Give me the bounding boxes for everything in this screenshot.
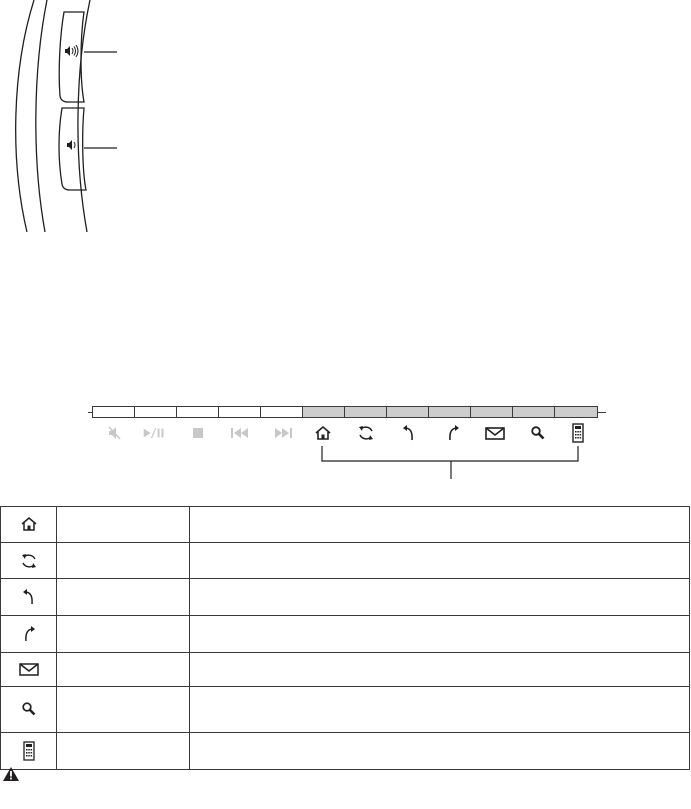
table-icon-cell [1, 733, 57, 770]
function-name-cell [57, 543, 190, 579]
table-row [1, 733, 690, 770]
table-row [1, 543, 690, 579]
function-key-strip [88, 406, 606, 420]
table-row [1, 579, 690, 616]
function-key[interactable] [176, 406, 219, 418]
refresh-icon [353, 422, 379, 444]
function-description-cell [190, 653, 690, 687]
function-key[interactable] [134, 406, 177, 418]
search-icon [525, 422, 551, 444]
stop-icon [185, 422, 211, 444]
forward-icon [440, 422, 466, 444]
mute-icon [102, 422, 128, 444]
table-icon-cell [1, 616, 57, 653]
function-key[interactable] [92, 406, 136, 418]
function-key[interactable] [386, 406, 429, 418]
shortcut-function-table [0, 506, 690, 770]
function-key[interactable] [470, 406, 513, 418]
back-icon [396, 422, 422, 444]
table-row [1, 616, 690, 653]
volume-up-icon [65, 45, 78, 57]
table-icon-cell [1, 579, 57, 616]
function-description-cell [190, 733, 690, 770]
function-description-cell [190, 543, 690, 579]
function-name-cell [57, 653, 190, 687]
previous-track-icon [227, 422, 253, 444]
function-name-cell [57, 687, 190, 733]
forward-icon [21, 624, 37, 644]
earcup-outer-arc [16, 0, 34, 232]
calculator-icon [22, 741, 36, 761]
function-description-cell [190, 507, 690, 543]
search-icon [21, 701, 37, 717]
email-icon [18, 661, 40, 677]
volume-down-button[interactable] [59, 108, 86, 190]
table-icon-cell [1, 687, 57, 733]
function-name-cell [57, 579, 190, 616]
calculator-icon [565, 422, 591, 444]
function-name-cell [57, 616, 190, 653]
function-description-cell [190, 687, 690, 733]
next-track-icon [270, 422, 296, 444]
function-key[interactable] [344, 406, 387, 418]
function-key[interactable] [218, 406, 261, 418]
function-key[interactable] [512, 406, 555, 418]
function-description-cell [190, 579, 690, 616]
function-description-cell [190, 616, 690, 653]
earcup-diagram [0, 0, 691, 240]
home-icon [20, 516, 38, 532]
table-row [1, 687, 690, 733]
refresh-icon [19, 551, 39, 571]
function-key[interactable] [302, 406, 345, 418]
table-icon-cell [1, 653, 57, 687]
table-icon-cell [1, 507, 57, 543]
function-name-cell [57, 507, 190, 543]
warning-icon [2, 766, 20, 782]
play-pause-icon [142, 422, 168, 444]
table-icon-cell [1, 543, 57, 579]
earcup-middle-arc [36, 0, 47, 232]
function-key[interactable] [260, 406, 303, 418]
table-row [1, 653, 690, 687]
email-icon [482, 422, 508, 444]
back-icon [21, 587, 37, 607]
function-name-cell [57, 733, 190, 770]
table-row [1, 507, 690, 543]
function-key[interactable] [428, 406, 471, 418]
volume-up-button[interactable] [59, 12, 84, 102]
volume-down-icon [67, 140, 75, 150]
function-key[interactable] [554, 406, 598, 418]
home-icon [310, 422, 336, 444]
